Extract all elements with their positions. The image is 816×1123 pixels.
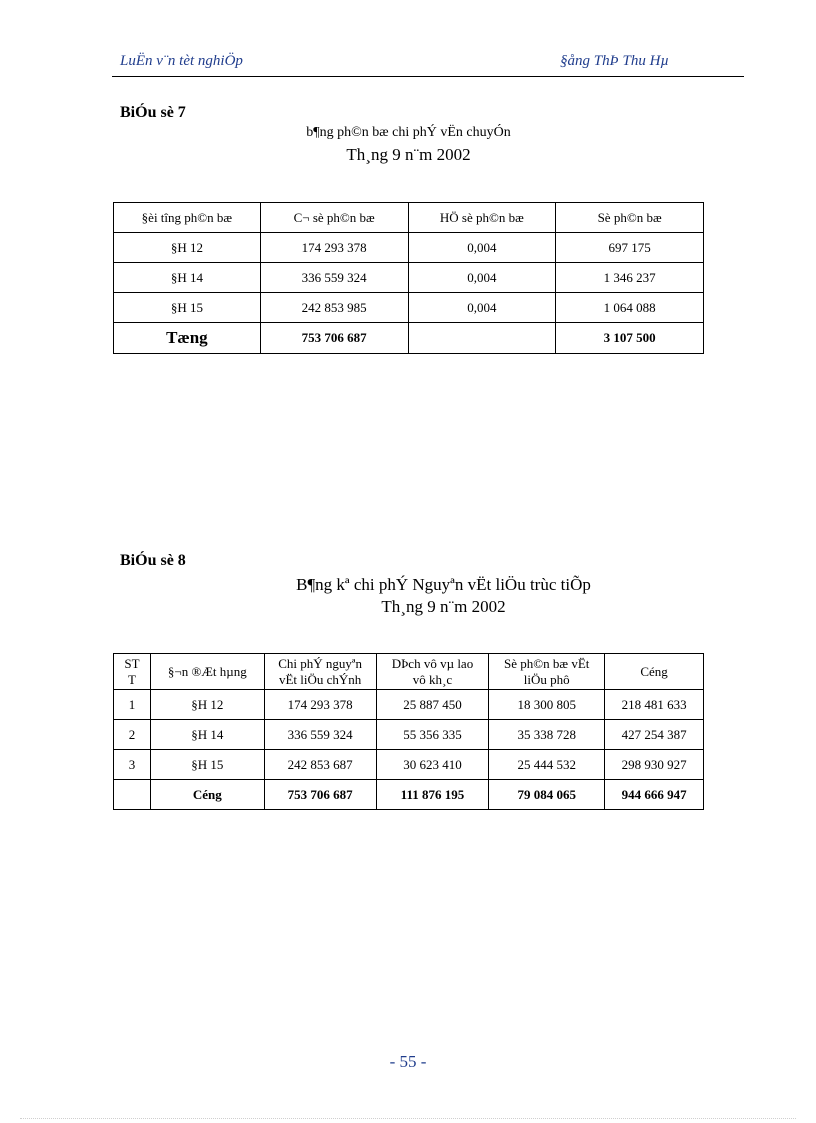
total-cell: 3 107 500 — [556, 323, 704, 354]
table-row — [114, 233, 704, 263]
table-cell: 1 346 237 — [556, 263, 704, 293]
page-number: - 55 - — [389, 1052, 427, 1071]
table-header-row — [114, 203, 704, 233]
table-cell: 427 254 387 — [605, 720, 704, 750]
table-row — [114, 690, 704, 720]
table-cell: 298 930 927 — [605, 750, 704, 780]
table-cell: 697 175 — [556, 233, 704, 263]
header-thesis-title: LuËn v¨n tèt nghiÖp — [120, 53, 243, 69]
column-header: ST T — [114, 654, 151, 690]
table-cell: 242 853 687 — [264, 750, 376, 780]
allocation-table — [113, 202, 704, 354]
table-cell: §H 12 — [114, 233, 261, 263]
table-cell: 0,004 — [408, 293, 556, 323]
column-header: §èi tîng ph©n bæ — [114, 203, 261, 233]
table-cell: 25 444 532 — [489, 750, 605, 780]
table-cell: 25 887 450 — [376, 690, 489, 720]
table-cell: 1 — [114, 690, 151, 720]
section7-label: BiÓu sè 7 — [120, 104, 186, 121]
column-header: Sè ph©n bæ — [556, 203, 704, 233]
table-cell: §H 14 — [150, 720, 264, 750]
table-cell: 2 — [114, 720, 151, 750]
section7-subtitle: Th¸ng 9 n¨m 2002 — [346, 145, 471, 164]
table-total-row — [114, 323, 704, 354]
section7-title: b¶ng ph©n bæ chi phÝ vËn chuyÓn — [306, 125, 511, 140]
total-cell: 79 084 065 — [489, 780, 605, 810]
column-header: Chi phÝ nguyªn vËt liÖu chÝnh — [264, 654, 376, 690]
table-row — [114, 720, 704, 750]
table-cell: §H 15 — [150, 750, 264, 780]
table-cell: 0,004 — [408, 263, 556, 293]
table-row — [114, 263, 704, 293]
total-label: Céng — [150, 780, 264, 810]
column-header: C¬ sè ph©n bæ — [260, 203, 408, 233]
total-cell: 753 706 687 — [260, 323, 408, 354]
total-label: Tæng — [114, 323, 261, 354]
table-cell: §H 15 — [114, 293, 261, 323]
table-row — [114, 293, 704, 323]
table-cell: 0,004 — [408, 233, 556, 263]
column-header: Sè ph©n bæ vËt liÖu phô — [489, 654, 605, 690]
column-header: DÞch vô vµ lao vô kh¸c — [376, 654, 489, 690]
table-cell: §H 14 — [114, 263, 261, 293]
table-cell: §H 12 — [150, 690, 264, 720]
table-cell: 242 853 985 — [260, 293, 408, 323]
total-cell — [408, 323, 556, 354]
column-header: HÖ sè ph©n bæ — [408, 203, 556, 233]
table-total-row — [114, 780, 704, 810]
footer-divider — [20, 1118, 796, 1119]
table-cell: 336 559 324 — [260, 263, 408, 293]
column-header: Céng — [605, 654, 704, 690]
header-author: §ång ThÞ Thu Hµ — [560, 53, 670, 69]
table-cell: 1 064 088 — [556, 293, 704, 323]
total-cell: 111 876 195 — [376, 780, 489, 810]
table-cell: 3 — [114, 750, 151, 780]
table-cell: 218 481 633 — [605, 690, 704, 720]
total-cell: 944 666 947 — [605, 780, 704, 810]
table-cell: 174 293 378 — [264, 690, 376, 720]
material-cost-table — [113, 653, 704, 810]
total-cell — [114, 780, 151, 810]
table-cell: 336 559 324 — [264, 720, 376, 750]
table-row — [114, 750, 704, 780]
total-cell: 753 706 687 — [264, 780, 376, 810]
section8-title: B¶ng kª chi phÝ Nguyªn vËt liÖu trùc tiÕp — [296, 575, 591, 594]
table-header-row — [114, 654, 704, 690]
table-cell: 30 623 410 — [376, 750, 489, 780]
table-cell: 35 338 728 — [489, 720, 605, 750]
table-cell: 18 300 805 — [489, 690, 605, 720]
table-cell: 55 356 335 — [376, 720, 489, 750]
table-cell: 174 293 378 — [260, 233, 408, 263]
column-header: §¬n ®Æt hµng — [150, 654, 264, 690]
header-divider — [112, 76, 744, 77]
section8-label: BiÓu sè 8 — [120, 552, 186, 569]
section8-subtitle: Th¸ng 9 n¨m 2002 — [381, 597, 506, 616]
